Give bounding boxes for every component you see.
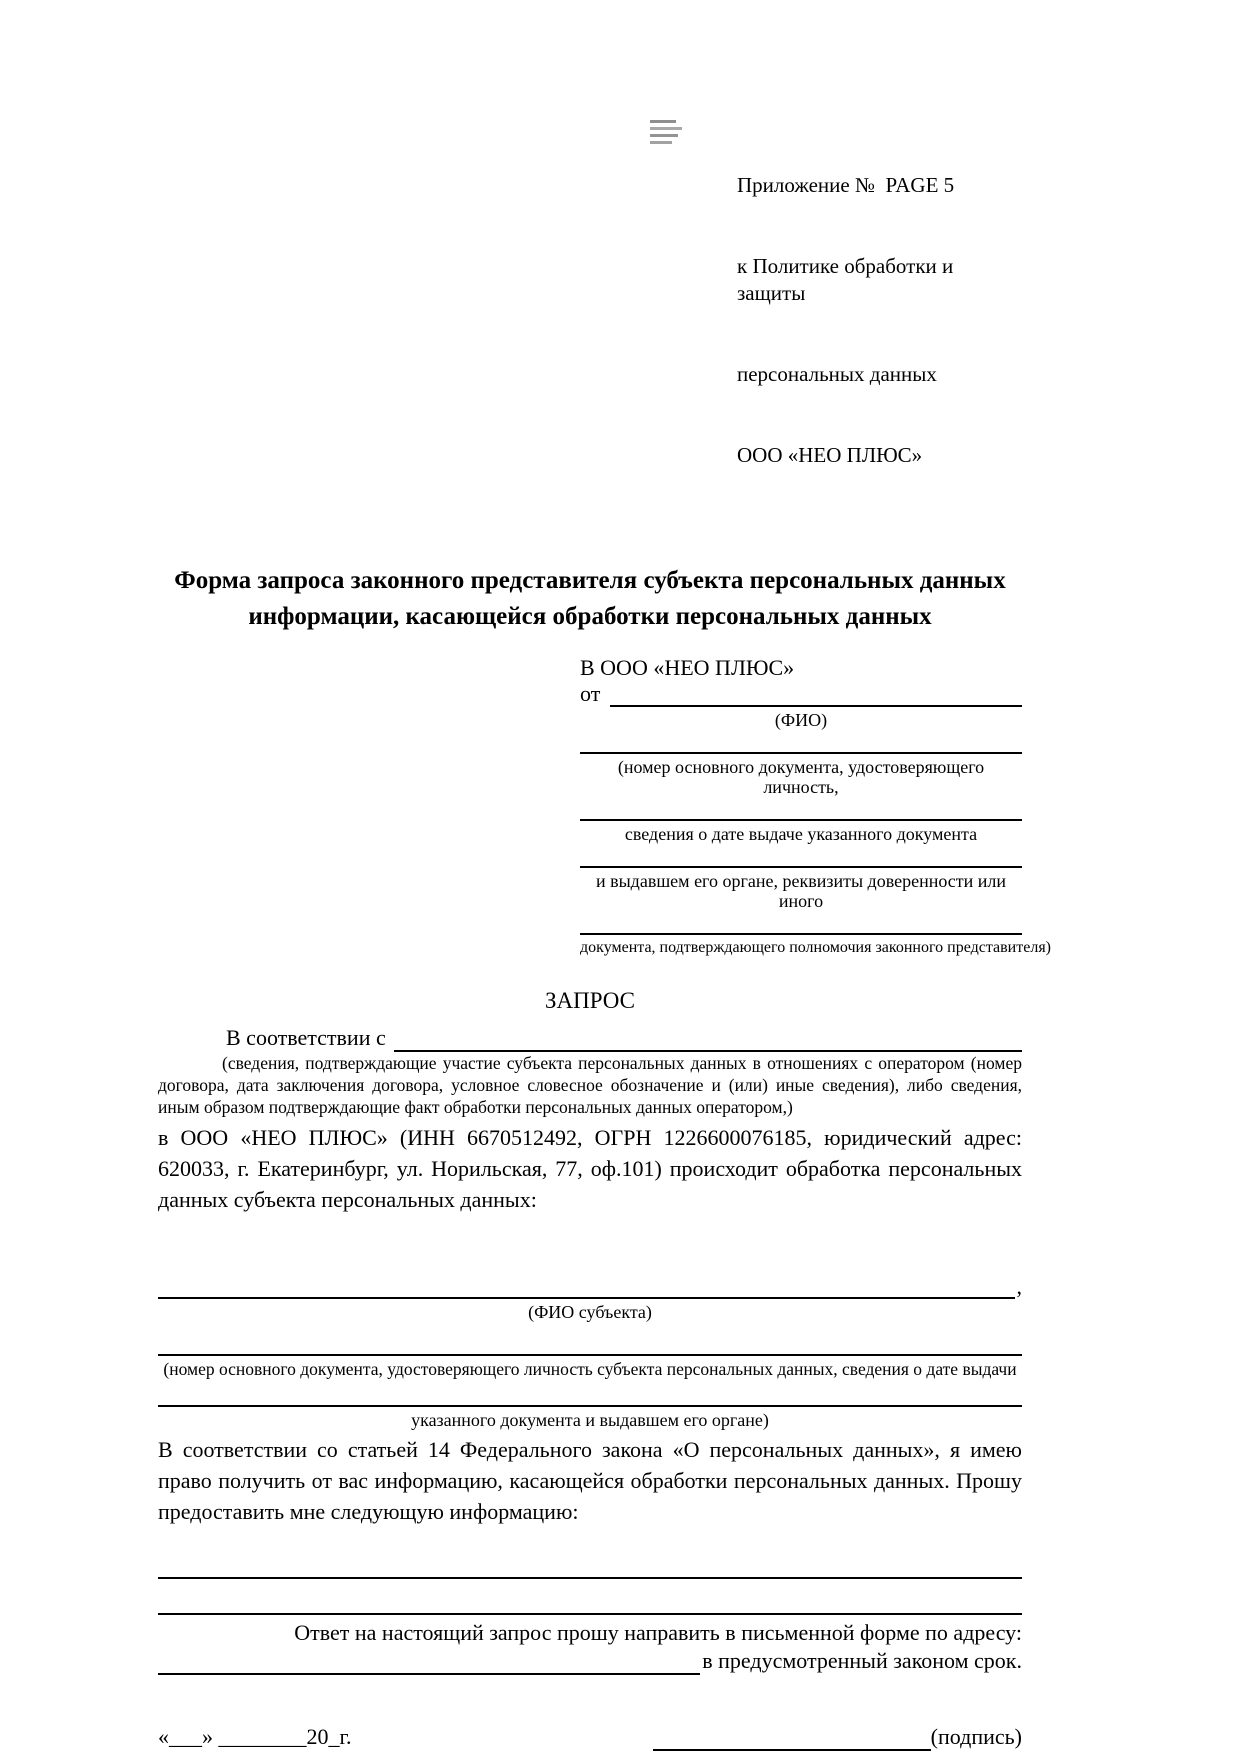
fill-line-subject-fio bbox=[158, 1297, 1015, 1299]
caption-issue-date: сведения о дате выдаче указанного документа bbox=[624, 824, 978, 844]
appendix-line: Приложение № PAGE 5 bbox=[737, 173, 955, 197]
addressee-to: В ООО «НЕО ПЛЮС» bbox=[580, 655, 795, 680]
fill-line-doc-number bbox=[580, 752, 1022, 754]
fill-group-doc-number bbox=[580, 752, 1022, 797]
icon-stripe bbox=[650, 120, 676, 123]
caption-subject-fio: (ФИО субъекта) bbox=[528, 1302, 652, 1322]
request-heading: ЗАПРОС bbox=[544, 988, 636, 1013]
answer-intro: Ответ на настоящий запрос прошу направить в письменной форме по адресу: bbox=[294, 1620, 1022, 1645]
icon-stripe bbox=[650, 141, 672, 144]
title-line-1: Форма запроса законного представителя субъекта персональных данных bbox=[174, 567, 1006, 594]
caption-subject-doc-1: (номер основного документа, удостоверяющего личность субъекта персональных данных, сведения о дате выдачи bbox=[163, 1359, 1017, 1379]
fine-print-note: (сведения, подтверждающие участие субъекта персональных данных в отношениях с оператором (номер договора, дата заключения договора, условное словесное обозначение и (или) иные сведения), либо сведения, иным образом подтверждающие факт обработки персональных данных оператором,) bbox=[158, 1053, 1022, 1117]
icon-stripe bbox=[650, 127, 682, 130]
law-paragraph: В соответствии со статьей 14 Федерального закона «О персональных данных», я имею право получить от вас информацию, касающейся обработки персональных данных. Прошу предоставить мне следующую информацию: bbox=[158, 1437, 1022, 1524]
caption-subject-doc-2: указанного документа и выдавшем его органе) bbox=[411, 1410, 769, 1430]
subject-fio-line bbox=[158, 1275, 1022, 1299]
fill-line-issuer bbox=[580, 866, 1022, 868]
fill-group-subject-doc-2 bbox=[158, 1405, 1022, 1430]
signature-caption: (подпись) bbox=[930, 1724, 1022, 1749]
title-line-2: информации, касающейся обработки персональных данных bbox=[248, 603, 932, 630]
fill-group-authority bbox=[580, 933, 1051, 958]
appendix-line: ООО «НЕО ПЛЮС» bbox=[737, 443, 923, 467]
answer-address-line bbox=[158, 1647, 1022, 1675]
accordance-label: В соответствии с bbox=[226, 1025, 386, 1050]
fill-line-info-1 bbox=[158, 1577, 1022, 1579]
fill-line-info-2 bbox=[158, 1613, 1022, 1615]
caption-fio: (ФИО) bbox=[774, 710, 828, 730]
appendix-header bbox=[737, 118, 1022, 523]
fill-line-subject-doc-2 bbox=[158, 1405, 1022, 1407]
addressee-block bbox=[580, 655, 1051, 958]
embedded-object-icon bbox=[650, 120, 682, 144]
caption-doc-number: (номер основного документа, удостоверяющего личность, bbox=[617, 757, 985, 797]
fill-line-signature bbox=[653, 1749, 931, 1751]
fill-group-subject-doc bbox=[158, 1354, 1022, 1379]
fill-group-issue-date bbox=[580, 819, 1022, 844]
from-line bbox=[580, 681, 1022, 707]
appendix-line: к Политике обработки и защиты bbox=[737, 254, 959, 305]
fill-line-issue-date bbox=[580, 819, 1022, 821]
caption-authority: документа, подтверждающего полномочия законного представителя) bbox=[580, 939, 1051, 956]
from-label: от bbox=[580, 681, 601, 706]
fill-line-authority bbox=[580, 933, 1022, 935]
appendix-line: персональных данных bbox=[737, 362, 937, 386]
operator-paragraph: в ООО «НЕО ПЛЮС» (ИНН 6670512492, ОГРН 1226600076185, юридический адрес: 620033, г. Екатеринбург, ул. Норильская, 77, оф.101) происходит обработка персональных данных субъекта персональных данных: bbox=[158, 1125, 1022, 1212]
icon-stripe bbox=[650, 134, 678, 137]
caption-issuer: и выдавшем его органе, реквизиты доверенности или иного bbox=[595, 871, 1007, 911]
signature-row bbox=[158, 1723, 1022, 1751]
accordance-line bbox=[158, 1024, 1022, 1052]
fill-line-address bbox=[158, 1673, 700, 1675]
fill-line-subject-doc bbox=[158, 1354, 1022, 1356]
date-line: «___» ________20_г. bbox=[158, 1724, 352, 1749]
document-title bbox=[158, 563, 1022, 635]
answer-suffix: в предусмотренный законом срок. bbox=[702, 1648, 1022, 1673]
fill-line-fio bbox=[610, 705, 1022, 707]
signature-block bbox=[653, 1723, 1022, 1751]
trailing-comma: , bbox=[1016, 1274, 1022, 1299]
fill-group-issuer bbox=[580, 866, 1022, 911]
